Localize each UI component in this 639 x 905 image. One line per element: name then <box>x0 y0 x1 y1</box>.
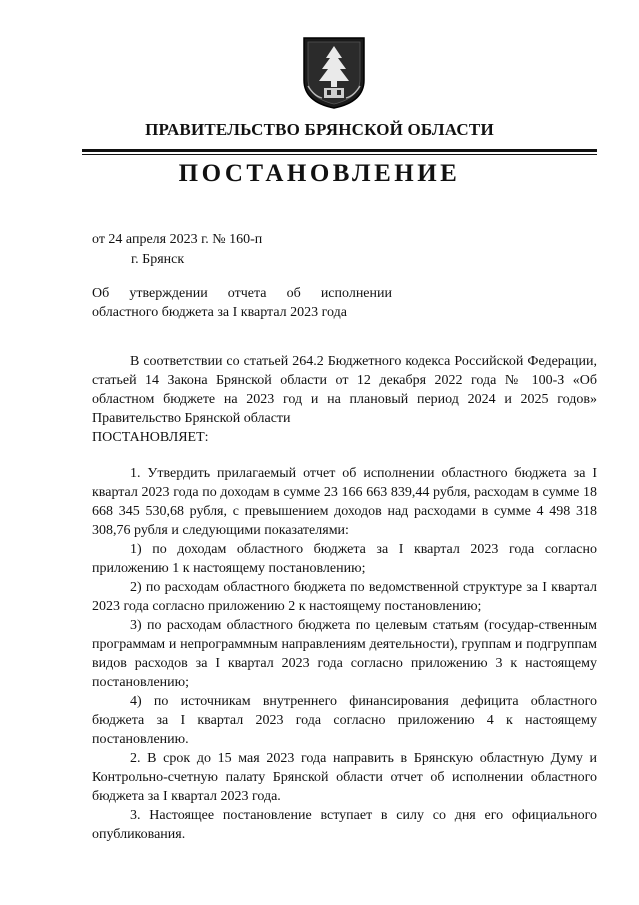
subclause-1: 1) по доходам областного бюджета за I квартал 2023 года согласно приложению 1 к настоящему постановлению; <box>92 542 597 576</box>
subject-line: областного бюджета за I квартал 2023 года <box>92 305 347 320</box>
subclause-4: 4) по источникам внутреннего финансирования дефицита областного бюджета за I квартал 2023 года согласно приложению 4 к настоящему постановлению. <box>92 694 597 747</box>
clause-3: 3. Настоящее постановление вступает в силу со дня его официального опубликования. <box>92 808 597 842</box>
document-date-number: от 24 апреля 2023 г. № 160-п <box>92 232 263 247</box>
subclause-3: 3) по расходам областного бюджета по целевым статьям (государ-ственным программам и непрограммным направлениям деятельности), группам и подгруппам видов расходов за I квартал 2023 года согласно приложению 3 к настоящему постановлению; <box>92 618 597 690</box>
document-body <box>92 352 597 844</box>
resolves-heading: ПОСТАНОВЛЯЕТ: <box>92 430 209 445</box>
subject-line: Об утверждении отчета об исполнении <box>92 286 392 301</box>
document-city: г. Брянск <box>131 252 185 267</box>
header-divider-thick <box>82 149 597 152</box>
header-divider-thin <box>82 154 597 155</box>
coat-of-arms-icon <box>300 34 368 110</box>
subclause-2: 2) по расходам областного бюджета по ведомственной структуре за I квартал 2023 года согласно приложению 2 к настоящему постановлению; <box>92 580 597 614</box>
clause-2: 2. В срок до 15 мая 2023 года направить в Брянскую областную Думу и Контрольно-счетную палату Брянской области отчет об исполнении областного бюджета за I квартал 2023 года. <box>92 751 597 804</box>
preamble-paragraph: В соответствии со статьей 264.2 Бюджетного кодекса Российской Федерации, статьей 14 Закона Брянской области от 12 декабря 2022 года № 100-З «Об областном бюджете на 2023 год и на плановый период 2024 и 2025 годов» Правительство Брянской области <box>92 354 597 426</box>
clause-1: 1. Утвердить прилагаемый отчет об исполнении областного бюджета за I квартал 2023 года по доходам в сумме 23 166 663 839,44 рубля, расходам в сумме 18 668 345 530,68 рубля, с превышением доходов над расходами в сумме 4 498 318 308,76 рубля и следующими показателями: <box>92 466 597 538</box>
government-title: ПРАВИТЕЛЬСТВО БРЯНСКОЙ ОБЛАСТИ <box>145 120 494 139</box>
document-type: ПОСТАНОВЛЕНИЕ <box>178 160 461 187</box>
document-subject <box>92 284 392 322</box>
